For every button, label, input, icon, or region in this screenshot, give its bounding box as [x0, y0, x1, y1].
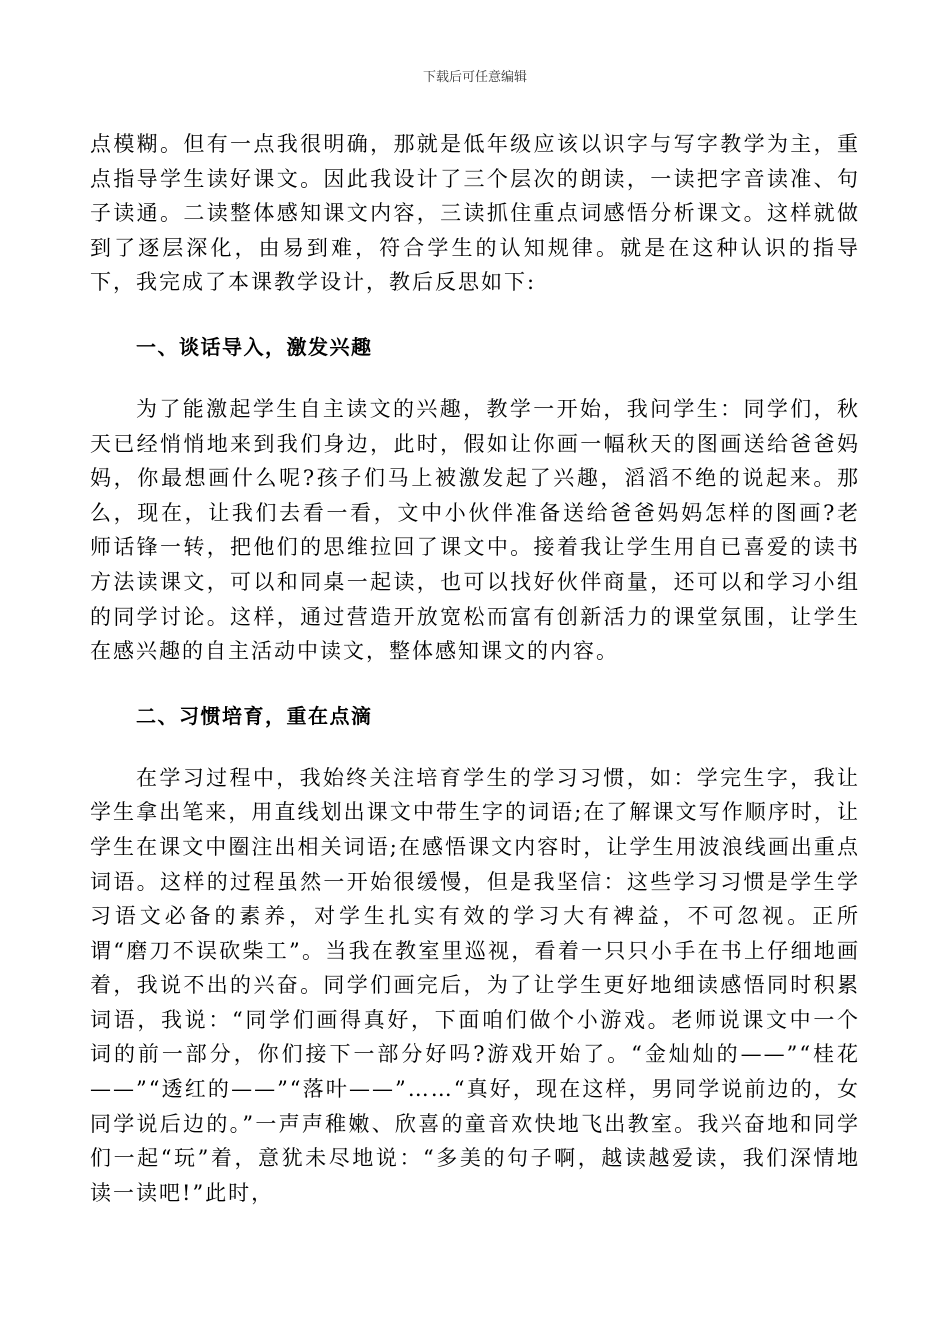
section-heading-1: 一、谈话导入，激发兴趣 — [136, 334, 373, 359]
section-paragraph-1: 为了能激起学生自主读文的兴趣，教学一开始，我问学生：同学们，秋天已经悄悄地来到我们身边，此时，假如让你画一幅秋天的图画送给爸爸妈妈，你最想画什么呢?孩子们马上被激发起了兴趣，滔滔不绝的说起来。那么，现在，让我们去看一看，文中小伙伴准备送给爸爸妈妈怎样的图画?老师话锋一转，把他们的思维拉回了课文中。接着我让学生用自已喜爱的读书方法读课文，可以和同桌一起读，也可以找好伙伴商量，还可以和学习小组的同学讨论。这样，通过营造开放宽松而富有创新活力的课堂氛围，让学生在感兴趣的自主活动中读文，整体感知课文的内容。 — [90, 396, 860, 664]
spacer — [90, 300, 860, 330]
section-heading-2: 二、习惯培育，重在点滴 — [136, 703, 373, 728]
intro-paragraph: 点模糊。但有一点我很明确，那就是低年级应该以识字与写字教学为主，重点指导学生读好课文。因此我设计了三个层次的朗读，一读把字音读准、句子读通。二读整体感知课文内容，三读抓住重点词感悟分析课文。这样就做到了逐层深化，由易到难，符合学生的认知规律。就是在这种认识的指导下，我完成了本课教学设计，教后反思如下: — [90, 132, 860, 295]
spacer — [90, 364, 860, 392]
spacer — [90, 733, 860, 761]
spacer — [90, 669, 860, 699]
document-body — [90, 127, 860, 1210]
section-paragraph-2: 在学习过程中，我始终关注培育学生的学习习惯，如：学完生字，我让学生拿出笔来，用直线划出课文中带生字的词语;在了解课文写作顺序时，让学生在课文中圈注出相关词语;在感悟课文内容时，让学生用波浪线画出重点词语。这样的过程虽然一开始很缓慢，但是我坚信：这些学习习惯是学生学习语文必备的素养，对学生扎实有效的学习大有裨益，不可忽视。正所谓“磨刀不误砍柴工”。当我在教室里巡视，看着一只只小手在书上仔细地画着，我说不出的兴奋。同学们画完后，为了让学生更好地细读感悟同时积累词语，我说：“同学们画得真好，下面咱们做个小游戏。老师说课文中一个词的前一部分，你们接下一部分好吗?游戏开始了。“金灿灿的——”“桂花——”“透红的——”“落叶——”……“真好，现在这样，男同学说前边的，女同学说后边的。”一声声稚嫩、欣喜的童音欢快地飞出教室。我兴奋地和同学们一起“玩”着，意犹未尽地说：“多美的句子啊，越读越爱读，我们深情地读一读吧!”此时， — [90, 765, 860, 1205]
page-header: 下载后可任意编辑 — [422, 70, 527, 85]
